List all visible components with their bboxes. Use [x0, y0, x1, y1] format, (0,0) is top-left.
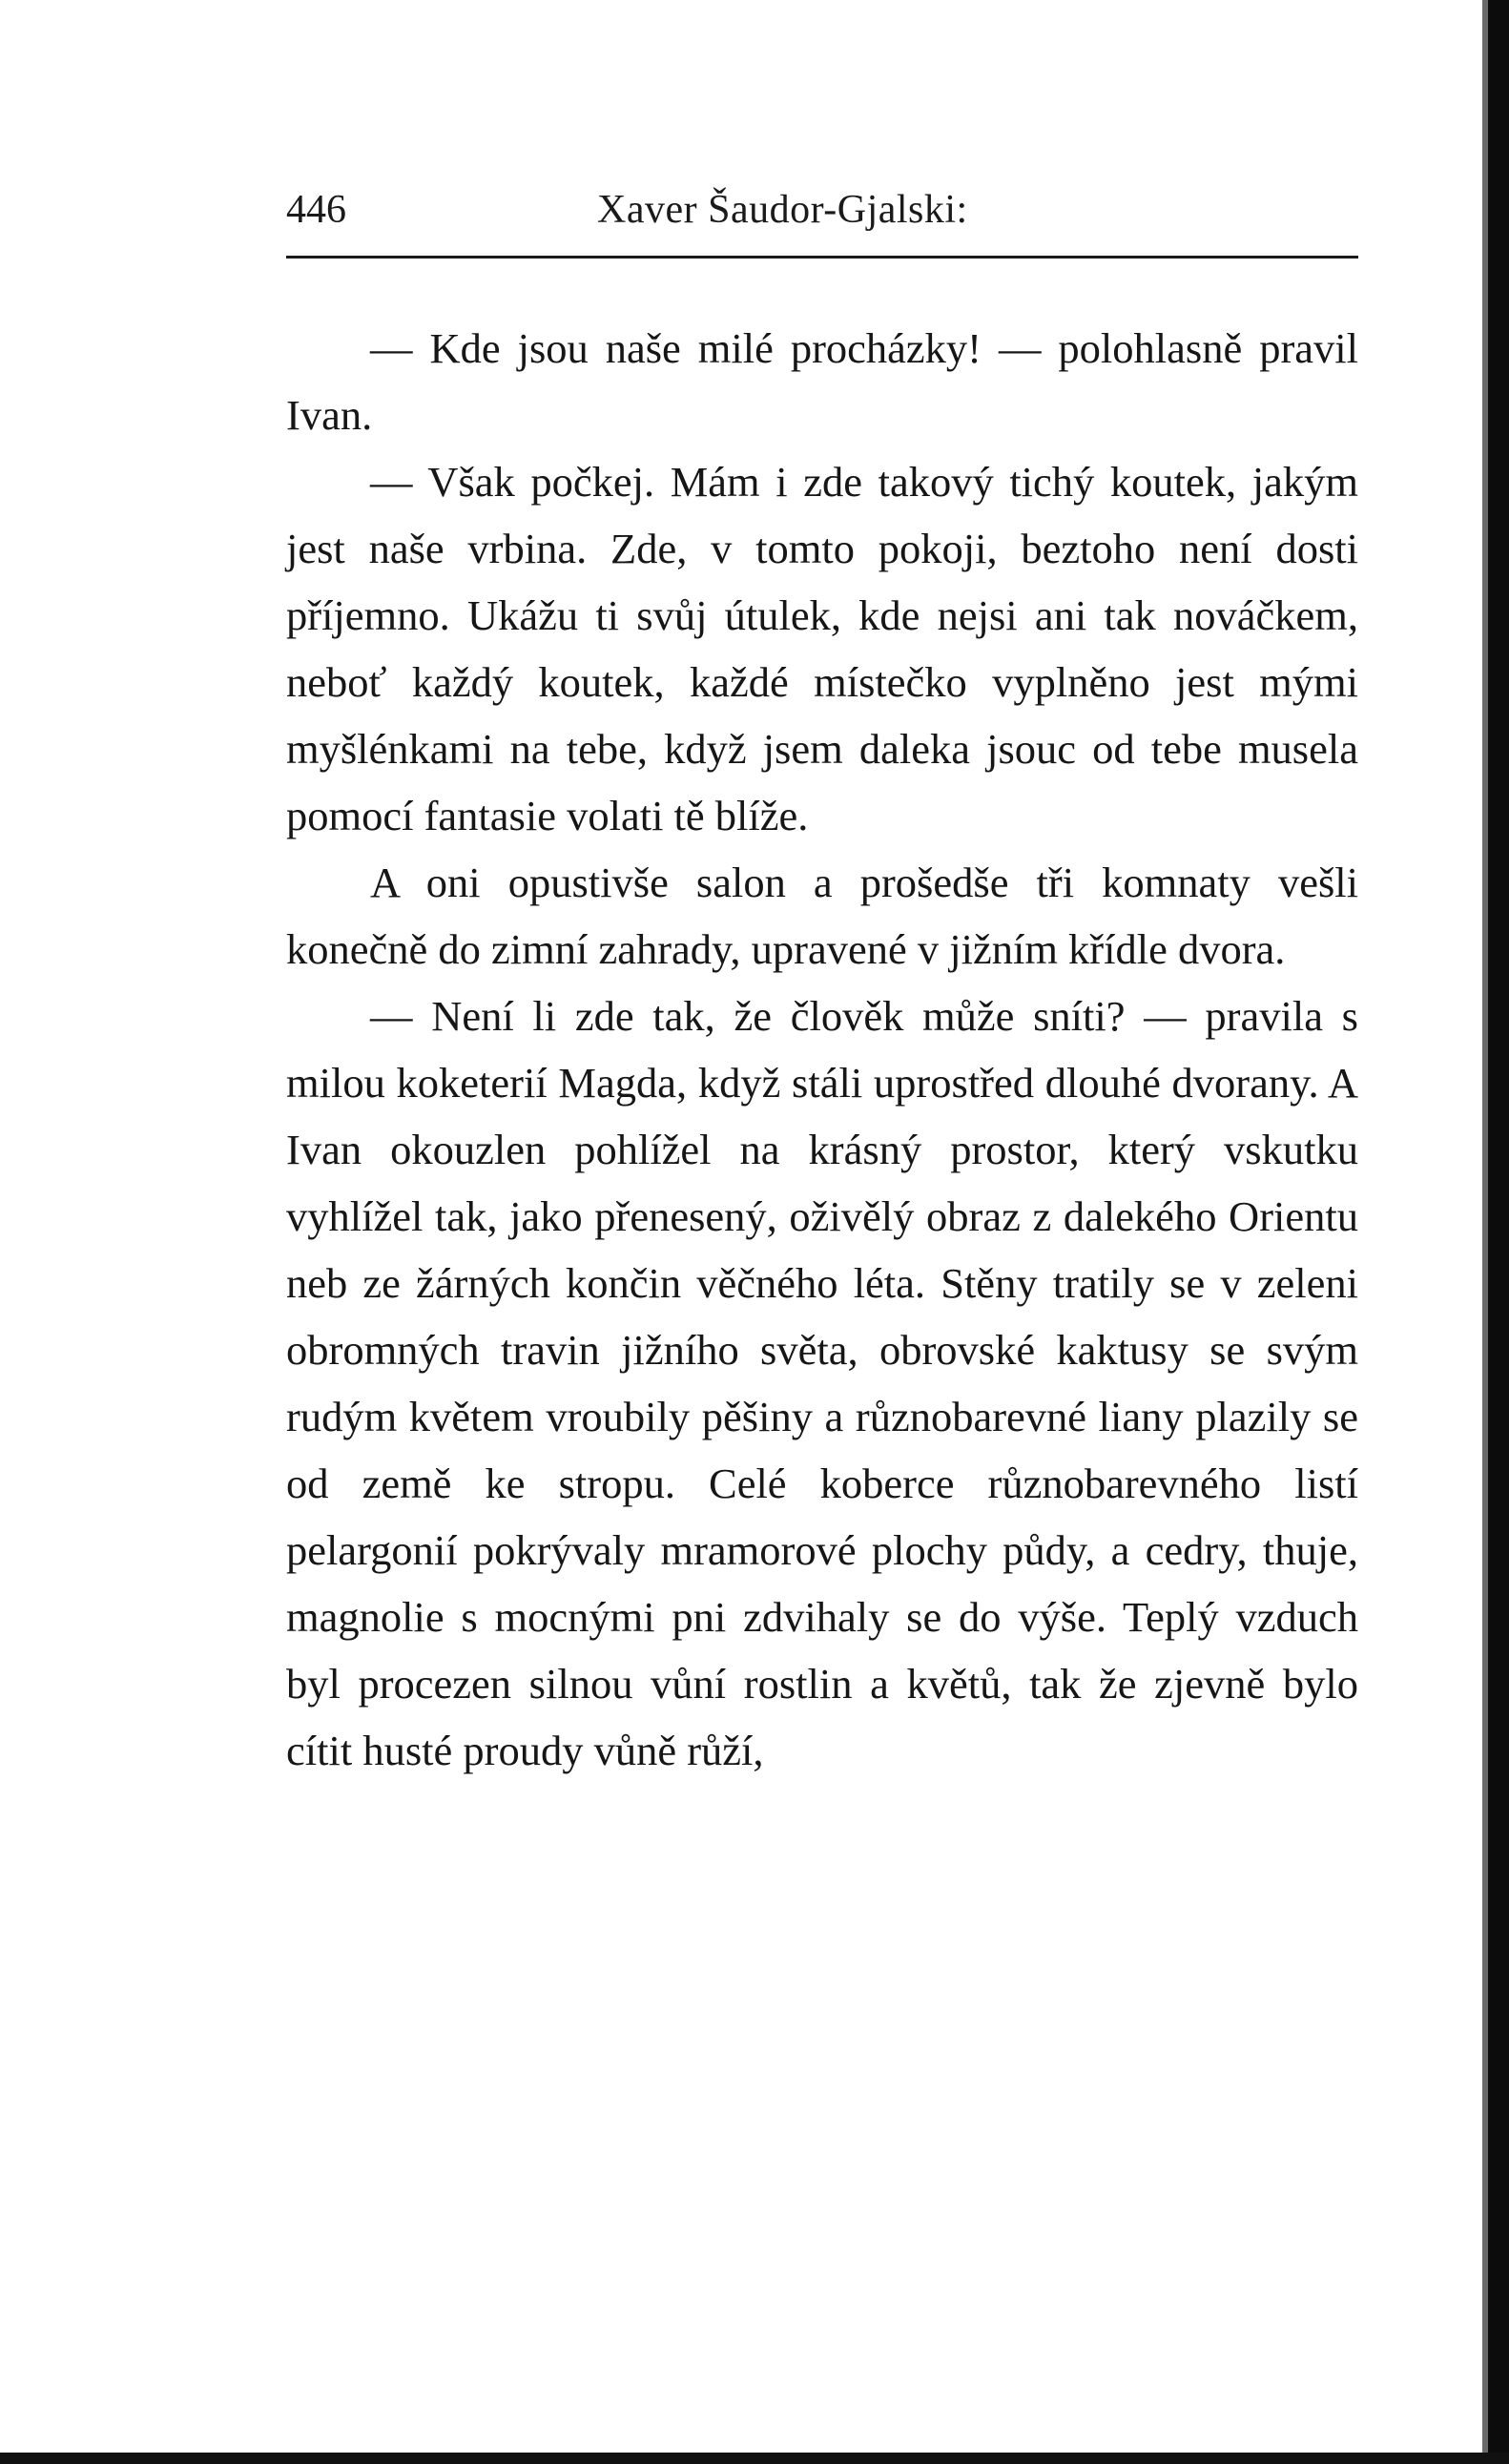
paragraph-1: — Kde jsou naše milé procházky! — polohlasně pravil Ivan.	[286, 324, 1358, 439]
paragraph-4: — Není li zde tak, že člověk může sníti? — pravila s milou koketerií Magda, když stáli uprostřed dlouhé dvorany. A Ivan okouzlen pohlížel na krásný prostor, který vskutku vyhlížel tak, jako přenesený, oživělý obraz z dalekého Orientu neb ze žárných končin věčného léta. Stěny tratily se v zeleni obromných travin jižního světa, obrovské kaktusy se svým rudým květem vroubily pěšiny a různobarevné liany plazily se od země ke stropu. Celé koberce různobarevného listí pelargonií pokrývaly mramorové plochy půdy, a cedry, thuje, magnolie s mocnými pni zdvihaly se do výše. Teplý vzduch byl procezen silnou vůní rostlin a květů, tak že zjevně bylo cítit husté proudy vůně růží,	[286, 992, 1358, 1774]
running-title: Xaver Šaudor-Gjalski:	[597, 188, 968, 232]
header-rule	[286, 256, 1358, 259]
scan-edge-bottom	[0, 2453, 1509, 2464]
page-number: 446	[286, 188, 346, 232]
paragraph-3: A oni opustivše salon a prošedše tři komnaty vešli konečně do zimní zahrady, upravené v jižním křídle dvora.	[286, 859, 1358, 973]
body-text	[286, 315, 1358, 1784]
paragraph-2: — Však počkej. Mám i zde takový tichý koutek, jakým jest naše vrbina. Zde, v tomto pokoji, beztoho není dosti příjemno. Ukážu ti svůj útulek, kde nejsi ani tak nováčkem, neboť každý koutek, každé místečko vyplněno jest mými myšlénkami na tebe, když jsem daleka jsouc od tebe musela pomocí fantasie volati tě blíže.	[286, 458, 1358, 839]
scan-edge	[1488, 0, 1509, 2464]
running-head	[286, 187, 1358, 244]
